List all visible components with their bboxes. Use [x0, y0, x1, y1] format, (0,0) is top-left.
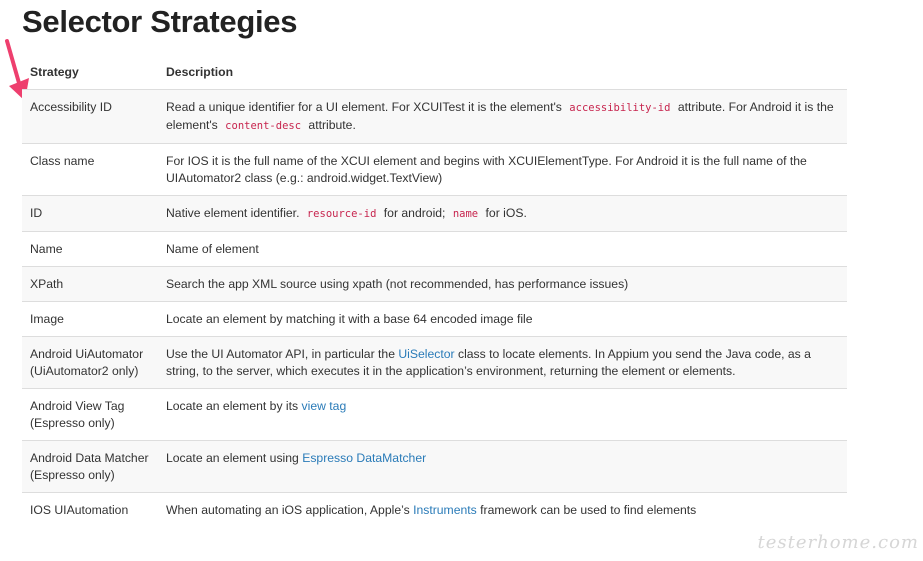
strategy-cell: Android View Tag (Espresso only) [22, 389, 158, 441]
code-resource-id: resource-id [306, 208, 377, 220]
instruments-link[interactable]: Instruments [413, 503, 477, 517]
description-text: attribute. [308, 118, 356, 132]
description-text: for iOS. [485, 206, 527, 220]
table-row [22, 267, 847, 302]
table-row [22, 493, 847, 528]
description-cell: Name of element [158, 232, 847, 267]
uiselector-link[interactable]: UiSelector [398, 347, 455, 361]
description-cell: Locate an element by matching it with a base 64 encoded image file [158, 302, 847, 337]
description-text: attribute. For Android it is the element's [166, 100, 834, 132]
description-cell: Search the app XML source using xpath (not recommended, has performance issues) [158, 267, 847, 302]
table-row [22, 90, 847, 144]
description-cell [158, 389, 847, 441]
view-tag-link[interactable]: view tag [301, 399, 347, 413]
description-text: Locate an element by its [166, 399, 299, 413]
selector-strategies-table [22, 54, 847, 527]
strategy-column-header: Strategy [22, 54, 158, 90]
description-text: Use the UI Automator API, in particular the [166, 347, 395, 361]
page-title: Selector Strategies [22, 4, 298, 39]
table-row [22, 441, 847, 493]
strategy-cell: Class name [22, 144, 158, 196]
table-row [22, 337, 847, 389]
description-text: framework can be used to find elements [480, 503, 697, 517]
description-cell [158, 441, 847, 493]
strategy-cell: Android UiAutomator (UiAutomator2 only) [22, 337, 158, 389]
code-accessibility-id: accessibility-id [569, 102, 671, 114]
table-row [22, 196, 847, 232]
strategy-cell: Accessibility ID [22, 90, 158, 144]
strategy-cell: Name [22, 232, 158, 267]
table-header-row [22, 54, 847, 90]
description-cell [158, 196, 847, 232]
strategy-cell: Image [22, 302, 158, 337]
code-content-desc: content-desc [225, 120, 302, 132]
table-row [22, 389, 847, 441]
table-row [22, 232, 847, 267]
table-row [22, 144, 847, 196]
strategy-cell: Android Data Matcher (Espresso only) [22, 441, 158, 493]
table-row [22, 302, 847, 337]
strategy-cell: ID [22, 196, 158, 232]
code-name: name [452, 208, 479, 220]
description-text: Locate an element using [166, 451, 299, 465]
description-cell [158, 90, 847, 144]
description-text: Read a unique identifier for a UI element. For XCUITest it is the element's [166, 100, 562, 114]
espresso-datamatcher-link[interactable]: Espresso DataMatcher [302, 451, 427, 465]
description-text: for android; [383, 206, 446, 220]
description-cell [158, 493, 847, 528]
description-cell [158, 337, 847, 389]
strategy-cell: IOS UIAutomation [22, 493, 158, 528]
strategy-cell: XPath [22, 267, 158, 302]
watermark: testerhome.com [757, 532, 919, 553]
description-cell: For IOS it is the full name of the XCUI element and begins with XCUIElementType. For Android it is the full name of the UIAutomator2 class (e.g.: android.widget.TextView) [158, 144, 847, 196]
description-column-header: Description [158, 54, 847, 90]
description-text: When automating an iOS application, Apple’s [166, 503, 410, 517]
description-text: Native element identifier. [166, 206, 300, 220]
description-text: class to locate elements. In Appium you send the Java code, as a string, to the server, which executes it in the application’s environment, returning the element or elements. [166, 347, 811, 378]
